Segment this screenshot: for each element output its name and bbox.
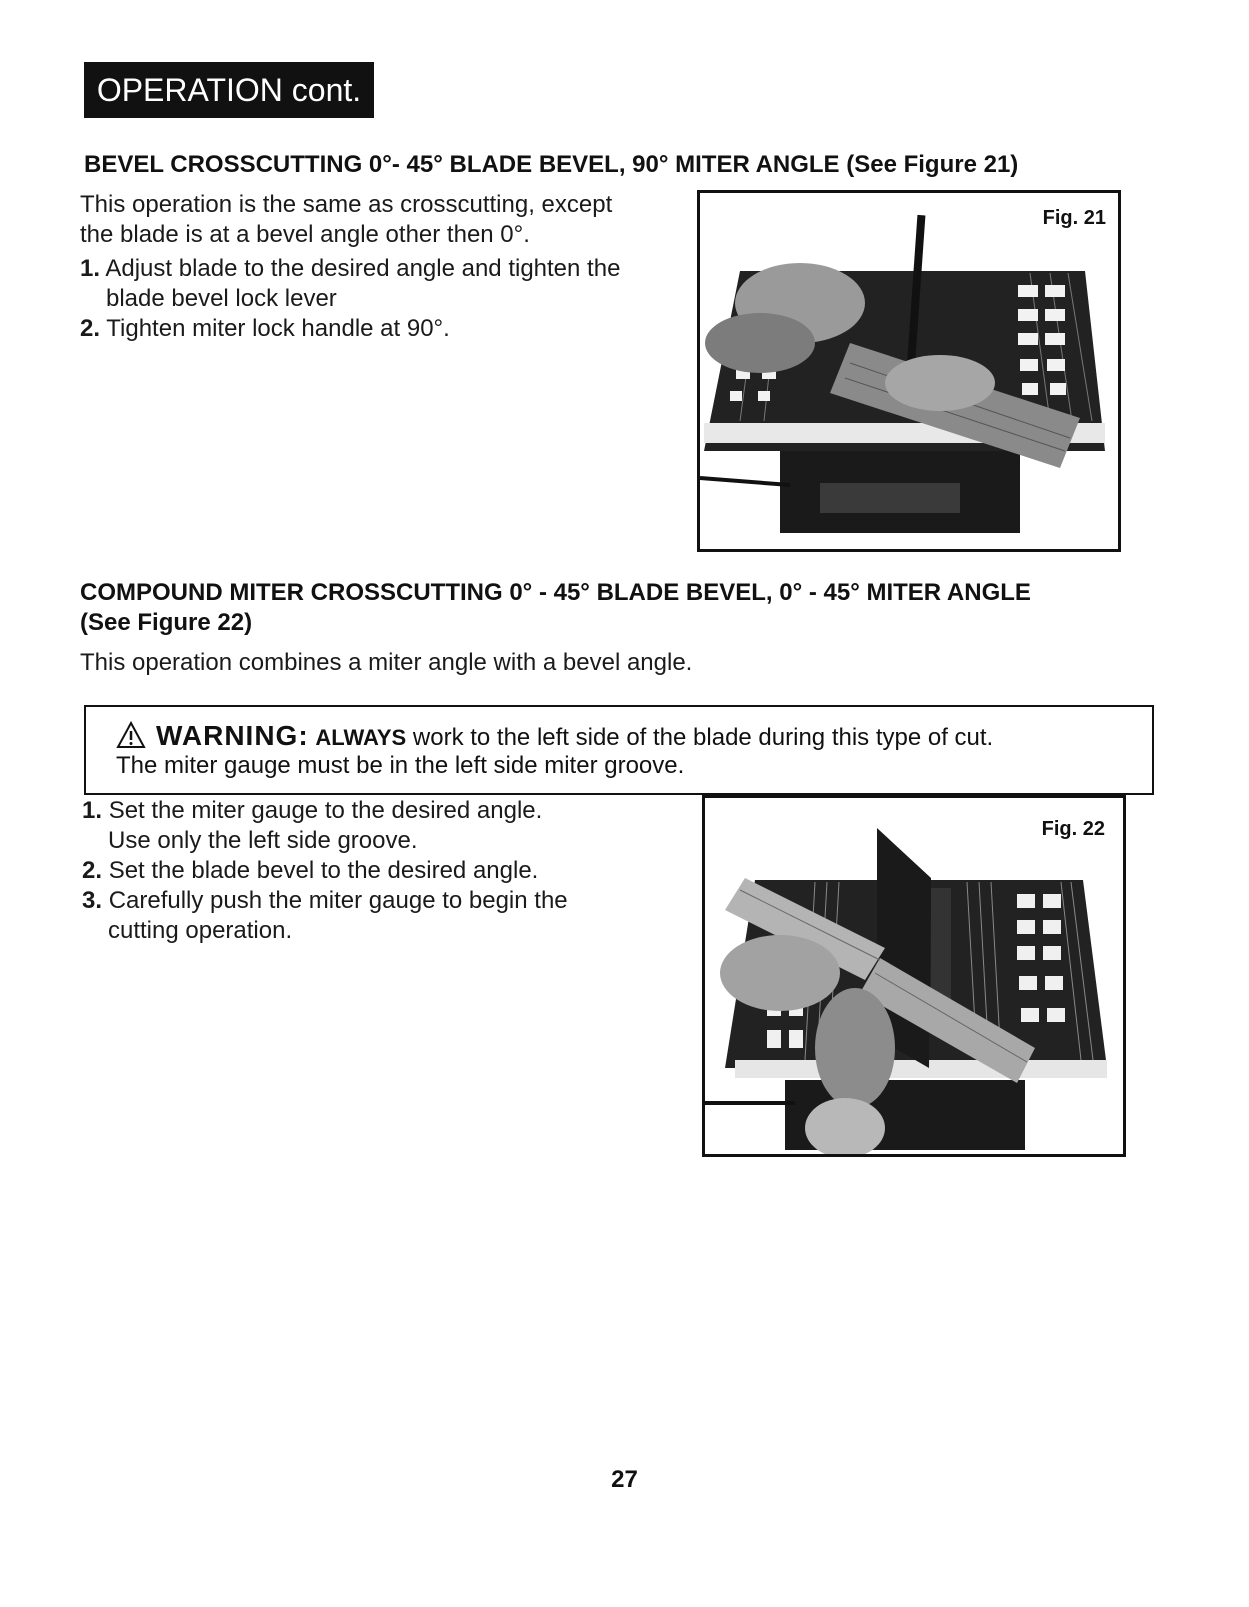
warning-box xyxy=(84,705,1154,795)
section-title-compound-miter-line2: (See Figure 22) xyxy=(80,609,253,636)
step-text: Tighten miter lock handle at 90°. xyxy=(106,315,450,342)
step-text: Carefully push the miter gauge to begin the xyxy=(108,887,568,914)
table-saw-bevel-photo xyxy=(700,193,1118,549)
warning-text: work to the left side of the blade during this type of cut. xyxy=(412,724,994,751)
section-header-tab: OPERATION cont. xyxy=(84,62,374,118)
list-item xyxy=(82,796,682,856)
warning-line1 xyxy=(116,721,993,753)
step-number: 3. xyxy=(82,887,103,914)
warning-emphasis: ALWAYS xyxy=(315,725,407,750)
list-item xyxy=(82,856,682,886)
warning-title: WARNING: xyxy=(156,720,309,751)
list-item xyxy=(80,314,680,344)
step-text: Set the miter gauge to the desired angle. xyxy=(108,797,543,824)
step-number: 2. xyxy=(82,857,103,884)
step-text-continued: blade bevel lock lever xyxy=(106,285,337,312)
step-number: 2. xyxy=(80,315,101,342)
section1-intro-line1: This operation is the same as crosscutting, except xyxy=(80,191,613,218)
figure-21-label: Fig. 21 xyxy=(1042,207,1106,229)
step-number: 1. xyxy=(82,797,103,824)
section1-intro xyxy=(80,190,680,250)
figure-22-label: Fig. 22 xyxy=(1041,818,1105,840)
page-number: 27 xyxy=(611,1466,638,1493)
figure-21 xyxy=(697,190,1121,552)
step-text-continued: cutting operation. xyxy=(108,917,293,944)
section1-steps xyxy=(80,254,680,344)
section1-intro-line2: the blade is at a bevel angle other then 0°. xyxy=(80,221,530,248)
section-title-bevel-crosscutting: BEVEL CROSSCUTTING 0°- 45° BLADE BEVEL, 90° MITER ANGLE (See Figure 21) xyxy=(84,151,1019,178)
warning-triangle-icon xyxy=(116,721,146,749)
section2-steps xyxy=(82,796,682,946)
list-item xyxy=(82,886,682,946)
figure-22 xyxy=(702,795,1126,1157)
step-text: Adjust blade to the desired angle and tighten the xyxy=(105,255,621,282)
warning-line2: The miter gauge must be in the left side miter groove. xyxy=(116,752,685,779)
table-saw-compound-miter-photo xyxy=(705,798,1123,1154)
step-text-continued: Use only the left side groove. xyxy=(108,827,418,854)
section2-intro: This operation combines a miter angle with a bevel angle. xyxy=(80,649,693,676)
step-number: 1. xyxy=(80,255,101,282)
step-text: Set the blade bevel to the desired angle. xyxy=(108,857,539,884)
list-item xyxy=(80,254,680,314)
section-title-compound-miter: COMPOUND MITER CROSSCUTTING 0° - 45° BLADE BEVEL, 0° - 45° MITER ANGLE xyxy=(80,579,1031,606)
